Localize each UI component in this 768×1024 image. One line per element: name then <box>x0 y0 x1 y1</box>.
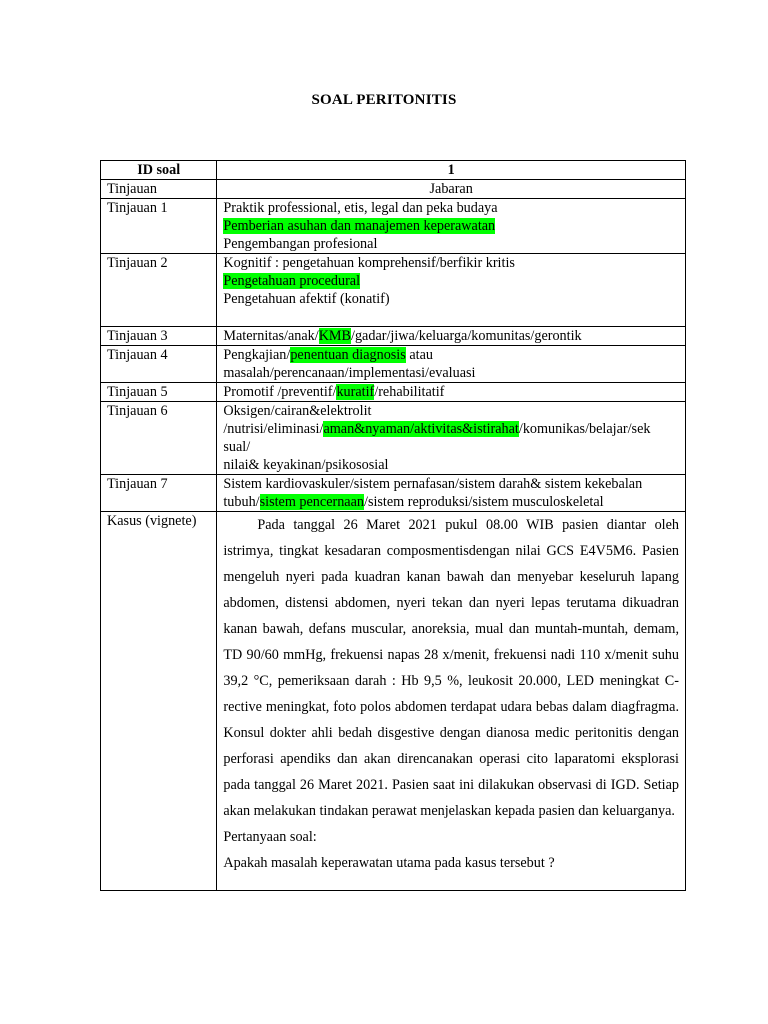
row-label: Tinjauan 3 <box>101 327 217 346</box>
row-value <box>217 475 686 512</box>
case-vignette <box>217 512 686 891</box>
table-row <box>101 254 686 327</box>
text-segment: atau <box>405 347 433 363</box>
text-segment: Pengkajian/ <box>223 347 291 363</box>
text-line: Pengembangan profesional <box>223 236 378 252</box>
highlighted-text: Pemberian asuhan dan manajemen keperawatan <box>223 218 496 234</box>
question-label: Pertanyaan soal: <box>223 829 317 845</box>
row-label: Tinjauan 1 <box>101 199 217 254</box>
header-row <box>101 161 686 180</box>
row-label: Tinjauan 5 <box>101 383 217 402</box>
row-label: Tinjauan 2 <box>101 254 217 327</box>
text-segment: /komunikas/belajar/sek <box>518 421 651 437</box>
text-segment: /gadar/jiwa/keluarga/komunitas/gerontik <box>351 328 582 344</box>
row-label: Tinjauan 6 <box>101 402 217 475</box>
text-line: Kognitif : pengetahuan komprehensif/berfikir kritis <box>223 255 515 271</box>
row-label: Tinjauan <box>101 180 217 199</box>
text-line: sual/ <box>223 439 251 455</box>
question-text: Apakah masalah keperawatan utama pada kasus tersebut ? <box>223 855 555 871</box>
question-table <box>100 160 686 891</box>
row-label: Tinjauan 4 <box>101 346 217 383</box>
text-segment: tubuh/ <box>223 494 260 510</box>
text-line: nilai& keyakinan/psikososial <box>223 457 389 473</box>
table-row <box>101 180 686 199</box>
row-value <box>217 199 686 254</box>
row-value <box>217 383 686 402</box>
text-line: Pengetahuan afektif (konatif) <box>223 291 390 307</box>
page-title: SOAL PERITONITIS <box>311 92 457 108</box>
table-row <box>101 346 686 383</box>
text-segment: /rehabilitatif <box>374 384 445 400</box>
row-label: Kasus (vignete) <box>101 512 217 891</box>
text-segment: Maternitas/anak/ <box>223 328 319 344</box>
text-line: masalah/perencanaan/implementasi/evaluasi <box>223 365 476 381</box>
id-value: 1 <box>217 161 686 180</box>
text-line: Oksigen/cairan&elektrolit <box>223 403 372 419</box>
highlighted-text: KMB <box>318 328 352 344</box>
text-segment: Promotif /preventif/ <box>223 384 337 400</box>
row-value <box>217 327 686 346</box>
highlighted-text: aman&nyaman/aktivitas&istirahat <box>323 421 519 437</box>
row-value: Jabaran <box>217 180 686 199</box>
row-label: Tinjauan 7 <box>101 475 217 512</box>
highlighted-text: Pengetahuan procedural <box>223 273 361 289</box>
table-row <box>101 402 686 475</box>
case-paragraph: Pada tanggal 26 Maret 2021 pukul 08.00 WIB pasien diantar oleh istrimya, tingkat kesadaran composmentisdengan nilai GCS E4V5M6. Pasien mengeluh nyeri pada kuadran kanan bawah dan menyebar keseluruh lapang abdomen, distensi abdomen, nyeri tekan dan nyeri lepas terutama dikuadran kanan bawah, defans muscular, anoreksia, mual dan muntah-muntah, demam, TD 90/60 mmHg, frekuensi napas 28 x/menit, frekuensi nadi 110 x/menit suhu 39,2 °C, pemeriksaan darah : Hb 9,5 %, leukosit 20.000, LED meningkat C-rective meningkat, foto polos abdomen terdapat udara bebas dalam diagfragma. Konsul dokter ahli bedah disgestive dengan dianosa medic peritonitis dengan perforasi apendiks dan akan direncanakan operasi cito laparatomi eksplorasi pada tanggal 26 Maret 2021. Pasien saat ini dilakukan observasi di IGD. Setiap akan melakukan tindakan perawat menjelaskan kepada pasien dan keluarganya. <box>223 517 679 819</box>
highlighted-text: sistem pencernaan <box>259 494 364 510</box>
row-value <box>217 346 686 383</box>
table-row <box>101 512 686 891</box>
id-label: ID soal <box>101 161 217 180</box>
text-line: Praktik professional, etis, legal dan peka budaya <box>223 200 498 216</box>
text-segment: /sistem reproduksi/sistem musculoskeletal <box>364 494 604 510</box>
table-row <box>101 199 686 254</box>
row-value <box>217 402 686 475</box>
table-row <box>101 383 686 402</box>
row-value <box>217 254 686 327</box>
highlighted-text: kuratif <box>336 384 375 400</box>
text-segment: /nutrisi/eliminasi/ <box>223 421 324 437</box>
table-row <box>101 327 686 346</box>
highlighted-text: penentuan diagnosis <box>290 347 406 363</box>
text-line: Sistem kardiovaskuler/sistem pernafasan/sistem darah& sistem kekebalan <box>223 476 643 492</box>
table-row <box>101 475 686 512</box>
